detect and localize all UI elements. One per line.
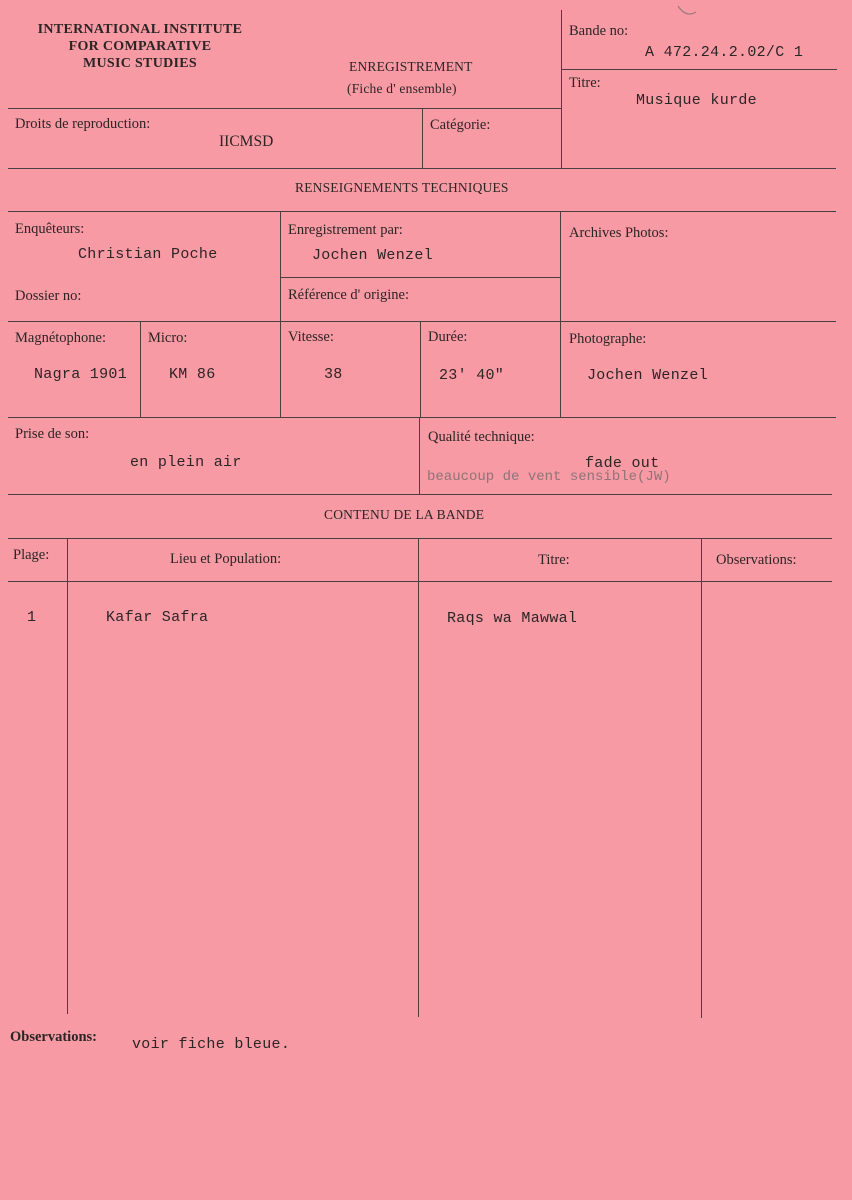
col-header-lieu: Lieu et Population: bbox=[170, 551, 282, 567]
divider bbox=[280, 277, 560, 278]
footer-observations-value: voir fiche bleue. bbox=[132, 1036, 291, 1053]
divider bbox=[140, 321, 141, 417]
magnetophone-value: Nagra 1901 bbox=[34, 366, 128, 383]
row-plage: 1 bbox=[27, 609, 37, 626]
institute-line: MUSIC STUDIES bbox=[83, 56, 197, 71]
archives-photos-label: Archives Photos: bbox=[569, 225, 669, 241]
divider bbox=[701, 538, 702, 1018]
titre-label: Titre: bbox=[569, 75, 601, 91]
divider bbox=[418, 538, 419, 1017]
divider bbox=[561, 69, 837, 70]
divider bbox=[422, 108, 423, 168]
vitesse-label: Vitesse: bbox=[288, 329, 334, 345]
section-title-contents: CONTENU DE LA BANDE bbox=[324, 507, 485, 522]
pen-mark-icon bbox=[676, 2, 698, 20]
form-title: ENREGISTREMENT bbox=[349, 59, 473, 74]
reference-label: Référence d' origine: bbox=[288, 287, 409, 303]
droits-value: IICMSD bbox=[219, 133, 274, 150]
duree-label: Durée: bbox=[428, 329, 468, 345]
col-header-observations: Observations: bbox=[716, 552, 797, 568]
divider bbox=[420, 321, 421, 417]
enqueteurs-value: Christian Poche bbox=[78, 246, 218, 263]
duree-value: 23' 40" bbox=[439, 367, 505, 384]
vitesse-value: 38 bbox=[324, 366, 343, 383]
form-subtitle: (Fiche d' ensemble) bbox=[347, 81, 457, 96]
divider bbox=[8, 321, 836, 322]
titre-value: Musique kurde bbox=[636, 92, 757, 109]
photographe-label: Photographe: bbox=[569, 331, 647, 347]
bande-value: A 472.24.2.02/C 1 bbox=[645, 44, 804, 61]
footer-observations-label: Observations: bbox=[10, 1029, 97, 1045]
divider bbox=[8, 108, 561, 109]
divider bbox=[280, 211, 281, 417]
divider bbox=[8, 538, 832, 539]
enqueteurs-label: Enquêteurs: bbox=[15, 221, 85, 237]
divider bbox=[561, 10, 562, 168]
divider bbox=[8, 581, 832, 582]
micro-label: Micro: bbox=[148, 330, 188, 346]
row-titre: Raqs wa Mawwal bbox=[447, 610, 578, 627]
divider bbox=[8, 494, 832, 495]
photographe-value: Jochen Wenzel bbox=[587, 367, 708, 384]
micro-value: KM 86 bbox=[169, 366, 216, 383]
enregistrement-label: Enregistrement par: bbox=[288, 222, 403, 238]
institute-line: INTERNATIONAL INSTITUTE bbox=[37, 22, 243, 37]
divider bbox=[419, 417, 420, 494]
divider bbox=[8, 168, 836, 169]
col-header-titre: Titre: bbox=[538, 552, 570, 568]
magnetophone-label: Magnétophone: bbox=[15, 330, 107, 346]
droits-label: Droits de reproduction: bbox=[15, 116, 151, 132]
qualite-note: beaucoup de vent sensible(JW) bbox=[427, 469, 671, 485]
enregistrement-value: Jochen Wenzel bbox=[312, 247, 433, 264]
divider bbox=[8, 211, 836, 212]
institute-name bbox=[14, 21, 266, 72]
categorie-label: Catégorie: bbox=[430, 117, 491, 133]
bande-label: Bande no: bbox=[569, 23, 629, 39]
prise-de-son-label: Prise de son: bbox=[15, 426, 90, 442]
qualite-value: fade out bbox=[585, 455, 660, 472]
col-header-plage: Plage: bbox=[13, 547, 50, 563]
divider bbox=[67, 538, 68, 1014]
divider bbox=[560, 211, 561, 417]
dossier-label: Dossier no: bbox=[15, 288, 82, 304]
divider bbox=[8, 417, 836, 418]
section-title-technical: RENSEIGNEMENTS TECHNIQUES bbox=[295, 180, 509, 195]
qualite-label: Qualité technique: bbox=[428, 429, 535, 445]
prise-de-son-value: en plein air bbox=[130, 454, 242, 471]
row-lieu: Kafar Safra bbox=[106, 609, 209, 626]
institute-line: FOR COMPARATIVE bbox=[68, 39, 212, 54]
